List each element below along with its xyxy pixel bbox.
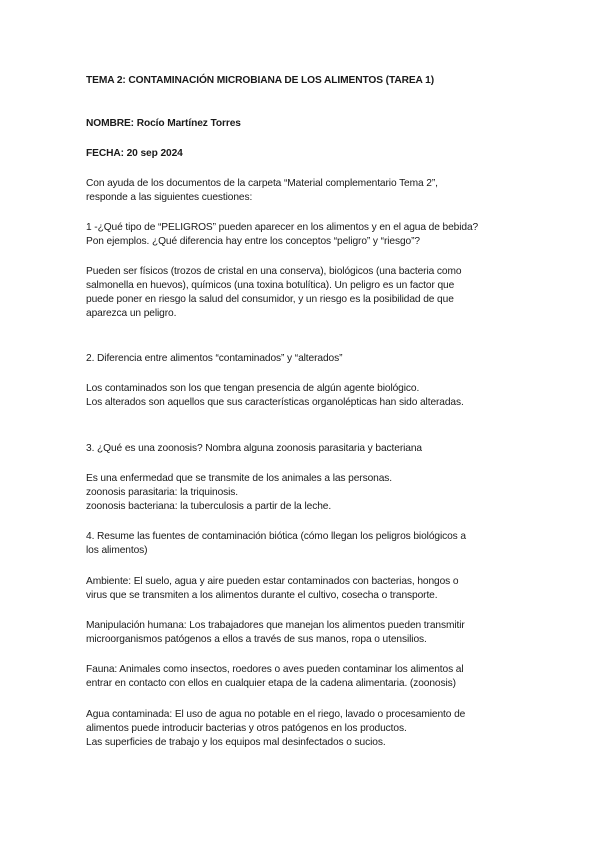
- intro-line: Con ayuda de los documentos de la carpeta “Material complementario Tema 2”,: [86, 178, 438, 189]
- answer-4-ambiente: Ambiente: El suelo, agua y aire pueden estar contaminados con bacterias, hongos o: [86, 576, 459, 587]
- question-1: 1 -¿Qué tipo de “PELIGROS” pueden aparecer en los alimentos y en el agua de bebida?: [86, 222, 479, 233]
- answer-1: aparezca un peligro.: [86, 308, 177, 319]
- answer-4-ambiente: virus que se transmiten a los alimentos durante el cultivo, cosecha o transporte.: [86, 590, 438, 601]
- question-3: 3. ¿Qué es una zoonosis? Nombra alguna zoonosis parasitaria y bacteriana: [86, 443, 422, 454]
- question-4: 4. Resume las fuentes de contaminación biótica (cómo llegan los peligros biológicos a: [86, 531, 466, 542]
- answer-1: Pueden ser físicos (trozos de cristal en una conserva), biológicos (una bacteria como: [86, 266, 462, 277]
- answer-1: puede poner en riesgo la salud del consumidor, y un riesgo es la posibilidad de que: [86, 294, 454, 305]
- answer-3: zoonosis bacteriana: la tuberculosis a partir de la leche.: [86, 501, 332, 512]
- answer-2: Los alterados son aquellos que sus características organolépticas han sido alteradas.: [86, 397, 464, 408]
- answer-3: Es una enfermedad que se transmite de los animales a las personas.: [86, 473, 392, 484]
- document-title: TEMA 2: CONTAMINACIÓN MICROBIANA DE LOS ALIMENTOS (TAREA 1): [86, 75, 435, 86]
- answer-4-agua: Las superficies de trabajo y los equipos mal desinfectados o sucios.: [86, 737, 386, 748]
- answer-3: zoonosis parasitaria: la triquinosis.: [86, 487, 239, 498]
- date: FECHA: 20 sep 2024: [86, 148, 183, 159]
- answer-4-agua: Agua contaminada: El uso de agua no potable en el riego, lavado o procesamiento de: [86, 709, 466, 720]
- answer-4-manipulacion: microorganismos patógenos a ellos a través de sus manos, ropa o utensilios.: [86, 634, 427, 645]
- answer-1: salmonella en huevos), químicos (una toxina botulítica). Un peligro es un factor que: [86, 280, 455, 291]
- answer-4-agua: alimentos puede introducir bacterias y otros patógenos en los productos.: [86, 723, 407, 734]
- answer-2: Los contaminados son los que tengan presencia de algún agente biológico.: [86, 383, 420, 394]
- student-name: NOMBRE: Rocío Martínez Torres: [86, 118, 241, 129]
- answer-4-fauna: entrar en contacto con ellos en cualquier etapa de la cadena alimentaria. (zoonosis): [86, 678, 456, 689]
- intro-line: responde a las siguientes cuestiones:: [86, 192, 253, 203]
- question-2: 2. Diferencia entre alimentos “contaminados” y “alterados”: [86, 353, 343, 364]
- answer-4-manipulacion: Manipulación humana: Los trabajadores que manejan los alimentos pueden transmitir: [86, 620, 465, 631]
- answer-4-fauna: Fauna: Animales como insectos, roedores o aves pueden contaminar los alimentos al: [86, 664, 464, 675]
- question-4: los alimentos): [86, 545, 148, 556]
- question-1: Pon ejemplos. ¿Qué diferencia hay entre los conceptos “peligro” y “riesgo”?: [86, 236, 420, 247]
